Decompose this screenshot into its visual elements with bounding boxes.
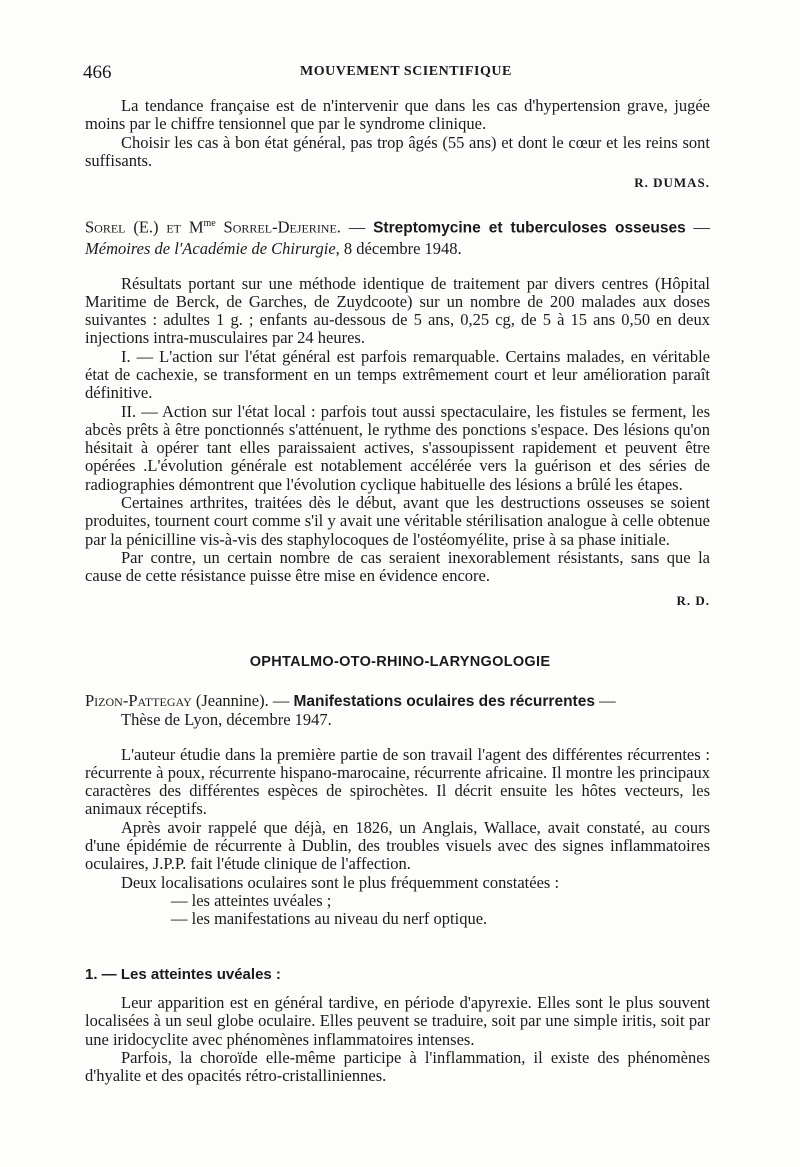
paragraph: Résultats portant sur une méthode identique de traitement par divers centres (Hôpital Maritime de Berck, de Garches, de Zuydcoote) sur un nombre de 200 malades aux doses suivantes : adultes 1 g. ; enfants au-dessous de 5 ans, 0,25 cg, de 5 à 15 ans 0,50 en deux injections intra-musculaires par 24 heures. — [85, 273, 710, 348]
paragraph: Parfois, la choroïde elle-même participe à l'inflammation, il existe des phénomènes d'hyalite et des opacités rétro-cristalliniennes. — [85, 1047, 710, 1086]
article-title: Manifestations oculaires des récurrentes — [293, 693, 595, 710]
paragraph: L'auteur étudie dans la première partie de son travail l'agent des différentes récurrentes : récurrente à poux, récurrente hispano-marocaine, récurrente africaine. Il montre les principaux caractères des différentes espèces de spirochètes. Il décrit ensuite les hôtes vecteurs, les animaux réceptifs. — [85, 744, 710, 819]
dash: — — [340, 217, 374, 237]
authors-tail: Sorrel-Dejerine. — [215, 217, 341, 237]
page-number: 466 — [83, 62, 112, 83]
paragraph: Choisir les cas à bon état général, pas trop âgés (55 ans) et dont le cœur et les reins sont suffisants. — [85, 132, 710, 170]
authors: Sorel (E.) et M — [85, 217, 204, 237]
article-pizon-pattegay — [85, 692, 710, 929]
signature: R. DUMAS. — [634, 175, 710, 191]
subsection-heading: 1. — Les atteintes uvéales : — [85, 966, 281, 983]
list-item: — les manifestations au niveau du nerf optique. — [171, 909, 488, 929]
paragraph: Après avoir rappelé que déjà, en 1826, un Anglais, Wallace, avait constaté, au cours d'une épidémie de récurrente à Dublin, des troubles visuels avec des signes inflammatoires oculaires, J.P.P. fait l'étude clinique de l'affection. — [85, 817, 710, 874]
source: Thèse de Lyon, décembre 1947. — [121, 710, 332, 730]
subsection-body — [85, 994, 710, 1085]
list-item: — les atteintes uvéales ; — [171, 890, 332, 910]
article-dumas — [85, 97, 710, 192]
paragraph: La tendance française est de n'intervenir que dans les cas d'hypertension grave, jugée moins par le chiffre tensionnel que par le syndrome clinique. — [85, 96, 710, 134]
paragraph: II. — Action sur l'état local : parfois tout aussi spectaculaire, les fistules se ferment, les abcès prêts à être ponctionnés s'atténuent, le rythme des ponctions s'espace. Des lésions qu'on hésitait à opérer tant elles paraissaient actives, s'assoupissent rapidement et peuvent être opérées .L'évolution générale est notablement accélérée vers la guérison et des séries de radiographies démontrent que l'évolution cyclique habituelle des lésions a brûlé les étapes. — [85, 401, 710, 494]
article-heading — [85, 692, 710, 711]
article-title: Streptomycine et tuberculoses osseuses — [373, 219, 686, 237]
paragraph: Par contre, un certain nombre de cas seraient inexorablement résistants, sans que la cause de cette résistance puisse être mise en évidence encore. — [85, 547, 710, 586]
section-title: OPHTALMO-OTO-RHINO-LARYNGOLOGIE — [249, 654, 551, 670]
author-first-name: (Jeannine). — [191, 691, 269, 710]
paragraph: I. — L'action sur l'état général est parfois remarquable. Certains malades, en véritable état de cachexie, se transforment en un temps extrêmement court et leur amélioration paraît définitive. — [85, 346, 710, 403]
authors-superscript: me — [203, 218, 216, 229]
running-head: MOUVEMENT SCIENTIFIQUE — [300, 64, 512, 79]
paragraph: Deux localisations oculaires sont le plus fréquemment constatées : — [121, 872, 560, 892]
date: , 8 décembre 1948. — [335, 238, 462, 258]
signature: R. D. — [676, 592, 710, 608]
paragraph: Certaines arthrites, traitées dès le début, avant que les destructions osseuses se soient produites, tournent court comme s'il y avait une véritable stérilisation analogue à celle obtenue par la pénicilline vis-à-vis des staphylocoques de l'ostéomyélite, prise à sa phase initiale. — [85, 493, 710, 549]
dash: — — [594, 691, 616, 710]
article-heading — [85, 214, 710, 259]
article-streptomycine — [85, 214, 710, 610]
dash: — — [685, 217, 711, 237]
author: Pizon-Pattegay — [85, 691, 192, 710]
paragraph: Leur apparition est en général tardive, en période d'apyrexie. Elles sont le plus souvent localisées à un seul globe oculaire. Elles peuvent se traduire, soit par une simple iritis, soit par une iridocyclite avec phénomènes inflammatoires intenses. — [85, 993, 710, 1049]
dash: — — [268, 691, 294, 710]
source: Mémoires de l'Académie de Chirurgie — [85, 238, 336, 258]
